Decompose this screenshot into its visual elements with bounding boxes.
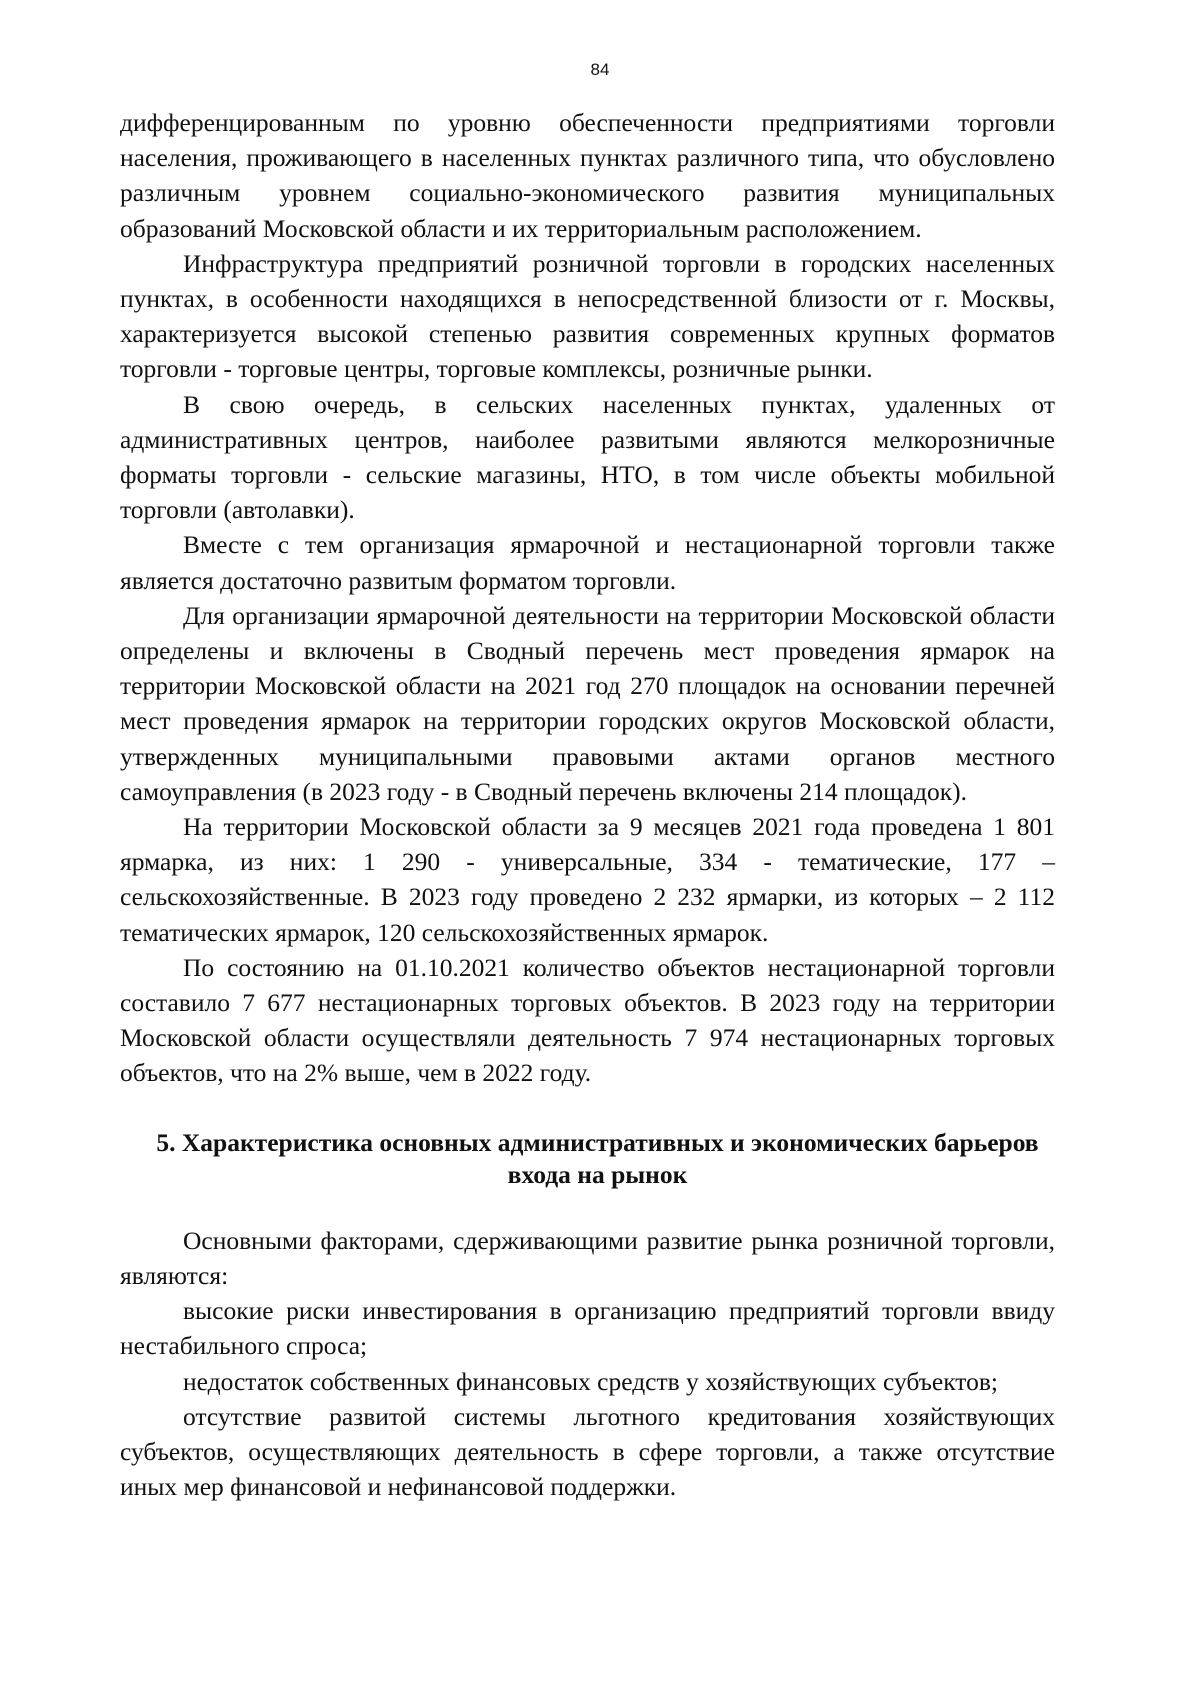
- paragraph-infrastructure: Инфраструктура предприятий розничной торговли в городских населенных пунктах, в особенности находящихся в непосредственной близости от г. Москвы, характеризуется высокой степенью развития современных крупных форматов торговли - торговые центры, торговые комплексы, розничные рынки.: [120, 248, 1055, 384]
- page-number: 84: [590, 60, 610, 79]
- paragraph-rural: В свою очередь, в сельских населенных пунктах, удаленных от административных центров, наиболее развитыми являются мелкорозничные форматы торговли - сельские магазины, НТО, в том числе объекты мобильной торговли (автолавки).: [120, 389, 1055, 525]
- paragraph-factor-credit: отсутствие развитой системы льготного кредитования хозяйствующих субъектов, осуществляющих деятельность в сфере торговли, а также отсутствие иных мер финансовой и нефинансовой поддержки.: [120, 1401, 1055, 1502]
- paragraph-nonstationary: По состоянию на 01.10.2021 количество объектов нестационарной торговли составило 7 677 нестационарных торговых объектов. В 2023 году на территории Московской области осуществляли деятельность 7 974 нестационарных торговых объектов, что на 2% выше, чем в 2022 году.: [120, 952, 1055, 1088]
- paragraph-fair-trade: Вместе с тем организация ярмарочной и нестационарной торговли также является достаточно развитым форматом торговли.: [120, 530, 1055, 595]
- paragraph-factor-funds: недостаток собственных финансовых средств у хозяйствующих субъектов;: [183, 1366, 998, 1396]
- paragraph-factor-risks: высокие риски инвестирования в организацию предприятий торговли ввиду нестабильного спроса;: [120, 1296, 1055, 1361]
- paragraph-fairs-held: На территории Московской области за 9 месяцев 2021 года проведена 1 801 ярмарка, из них: 1 290 - универсальные, 334 - тематические, 177 – сельскохозяйственные. В 2023 году проведено 2 232 ярмарки, из которых – 2 112 тематических ярмарок, 120 сельскохозяйственных ярмарок.: [120, 812, 1055, 947]
- paragraph-continuation: дифференцированным по уровню обеспеченности предприятиями торговли населения, проживающего в населенных пунктах различного типа, что обусловлено различным уровнем социально-экономического развития муниципальных образований Московской области и их территориальным расположением.: [120, 108, 1055, 243]
- paragraph-fair-sites: Для организации ярмарочной деятельности на территории Московской области определены и включены в Сводный перечень мест проведения ярмарок на территории Московской области на 2021 год 270 площадок на основании перечней мест проведения ярмарок на территории городских округов Московской области, утвержденных муниципальными правовыми актами органов местного самоуправления (в 2023 году - в Сводный перечень включены 214 площадок).: [120, 600, 1055, 806]
- section-heading: 5. Характеристика основных административных и экономических барьеров входа на рынок: [156, 1127, 1039, 1189]
- paragraph-factors-intro: Основными факторами, сдерживающими развитие рынка розничной торговли, являются:: [120, 1225, 1055, 1290]
- document-body: [120, 105, 1055, 1504]
